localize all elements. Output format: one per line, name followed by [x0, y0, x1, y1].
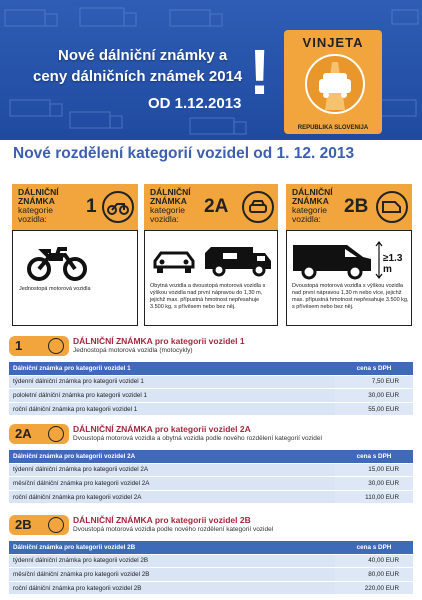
- row-price: 80,00 EUR: [335, 568, 413, 582]
- category-picture: [286, 230, 412, 326]
- car-icon: [48, 426, 64, 442]
- row-label: měsíční dálniční známka pro kategorii vozidel 2B: [9, 568, 335, 582]
- table-row: [9, 581, 413, 595]
- exclamation-mark: !: [249, 36, 271, 108]
- banner-title-line2: ceny dálničních známek 2014: [33, 68, 243, 85]
- camper-icon: [203, 243, 273, 277]
- label-line2: ZNÁMKA: [292, 196, 329, 206]
- banner: [0, 0, 422, 140]
- label-line3: kategorie: [18, 205, 53, 215]
- table-row: [9, 402, 413, 416]
- category-description: Dvoustopá motorová vozidla s výškou vozidla nad první nápravou 1,30 m nebo více, jejichž max. přípustná hmotnost nepřesahuje 3.500 kg, s přívěsem nebo bez něj.: [292, 283, 409, 310]
- row-label: měsíční dálniční známka pro kategorii vozidel 2A: [9, 477, 335, 491]
- row-price: 15,00 EUR: [335, 463, 413, 477]
- header-cell: Dálniční známka pro kategorii vozidel 1: [9, 362, 335, 375]
- motorcycle-icon: [27, 245, 87, 281]
- category-card-2a: [144, 184, 278, 326]
- category-code: 2A: [204, 196, 229, 217]
- label-line1: DÁLNIČNÍ: [18, 187, 59, 197]
- height-arrow-icon: [375, 241, 383, 279]
- page-heading: Nové rozdělení kategorií vozidel od 1. 12. 2013: [13, 145, 355, 162]
- row-price: 7,50 EUR: [335, 375, 413, 389]
- vinjeta-sticker: [284, 30, 382, 134]
- price-table: [9, 450, 413, 504]
- label-line2: ZNÁMKA: [150, 196, 187, 206]
- header-cell: cena s DPH: [335, 541, 413, 554]
- table-header: [9, 450, 413, 463]
- table-header: [9, 362, 413, 375]
- row-label: týdenní dálniční známka pro kategorii vozidel 1: [9, 375, 335, 389]
- road-car-icon: [305, 54, 365, 114]
- category-label: [286, 184, 412, 230]
- car-icon: [242, 191, 274, 223]
- label-line4: vozidla:: [150, 214, 179, 224]
- vinjeta-country: REPUBLIKA SLOVENIJA: [297, 125, 369, 131]
- category-code: 2B: [344, 196, 369, 217]
- section-subtitle: Jednostopá motorová vozidla (motocykly): [73, 347, 193, 354]
- table-row: [9, 389, 413, 403]
- van-icon: [376, 191, 408, 223]
- price-table: [9, 362, 413, 416]
- table-row: [9, 375, 413, 389]
- car-icon: [151, 247, 197, 277]
- motorcycle-icon: [102, 191, 134, 223]
- row-price: 30,00 EUR: [335, 389, 413, 403]
- price-table: [9, 541, 413, 595]
- section-title: DÁLNIČNÍ ZNÁMKA pro kategorii vozidel 2B: [73, 515, 251, 525]
- row-label: pololetní dálniční známka pro kategorii vozidel 1: [9, 389, 335, 403]
- header-cell: cena s DPH: [335, 450, 413, 463]
- category-label: [144, 184, 278, 230]
- header-cell: cena s DPH: [335, 362, 413, 375]
- banner-date: OD 1.12.2013: [148, 95, 242, 112]
- badge-code: 2A: [15, 426, 32, 441]
- section-subtitle: Dvoustopá motorová vozidla a obytná vozidla podle nového rozdělení kategorií vozidel: [73, 435, 322, 442]
- row-price: 30,00 EUR: [335, 477, 413, 491]
- category-badge: [9, 515, 69, 535]
- label-line3: kategorie: [292, 205, 327, 215]
- row-label: roční dálniční známka pro kategorii vozidel 2A: [9, 490, 335, 504]
- vinjeta-title: VINJETA: [302, 35, 364, 50]
- label-line4: vozidla:: [18, 214, 47, 224]
- row-label: roční dálniční známka pro kategorii vozidel 1: [9, 402, 335, 416]
- van-icon: [48, 517, 64, 533]
- category-card-2b: [286, 184, 412, 326]
- row-label: týdenní dálniční známka pro kategorii vozidel 2A: [9, 463, 335, 477]
- badge-code: 2B: [15, 517, 32, 532]
- header-cell: Dálniční známka pro kategorii vozidel 2A: [9, 450, 335, 463]
- label-line4: vozidla:: [292, 214, 321, 224]
- category-code: 1: [86, 196, 97, 217]
- category-picture: [12, 230, 138, 326]
- category-badge: [9, 336, 69, 356]
- row-price: 220,00 EUR: [335, 581, 413, 595]
- table-row: [9, 477, 413, 491]
- table-row: [9, 490, 413, 504]
- category-picture: [144, 230, 278, 326]
- table-header: [9, 541, 413, 554]
- label-line3: kategorie: [150, 205, 185, 215]
- category-card-1: [12, 184, 138, 326]
- section-title: DÁLNIČNÍ ZNÁMKA pro kategorii vozidel 2A: [73, 424, 251, 434]
- row-price: 110,00 EUR: [335, 490, 413, 504]
- table-row: [9, 554, 413, 568]
- banner-title-line1: Nové dálniční známky a: [58, 47, 228, 64]
- category-label: [12, 184, 138, 230]
- category-badge: [9, 424, 69, 444]
- category-description: Jednostopá motorová vozidla: [19, 286, 91, 292]
- motorcycle-icon: [48, 338, 64, 354]
- badge-code: 1: [15, 338, 23, 353]
- row-price: 40,00 EUR: [335, 554, 413, 568]
- label-line1: DÁLNIČNÍ: [150, 187, 191, 197]
- table-row: [9, 463, 413, 477]
- row-label: roční dálniční známka pro kategorii vozidel 2B: [9, 581, 335, 595]
- category-description: Obytná vozidla a dvoustopá motorová vozidla s výškou vozidla nad první nápravou do 1,30 m, jejichž max. přípustná hmotnost nepřesahuje 3.500 kg, s přívěsem nebo bez něj.: [150, 283, 266, 310]
- label-line2: ZNÁMKA: [18, 196, 55, 206]
- section-subtitle: Dvoustopá motorová vozidla podle nového rozdělení kategorií vozidel: [73, 526, 274, 533]
- label-line1: DÁLNIČNÍ: [292, 187, 333, 197]
- van-icon: [291, 241, 375, 281]
- row-price: 55,00 EUR: [335, 402, 413, 416]
- table-row: [9, 568, 413, 582]
- height-label: ≥1.3 m: [383, 253, 403, 275]
- section-title: DÁLNIČNÍ ZNÁMKA pro kategorii vozidel 1: [73, 336, 245, 346]
- row-label: týdenní dálniční známka pro kategorii vozidel 2B: [9, 554, 335, 568]
- header-cell: Dálniční známka pro kategorii vozidel 2B: [9, 541, 335, 554]
